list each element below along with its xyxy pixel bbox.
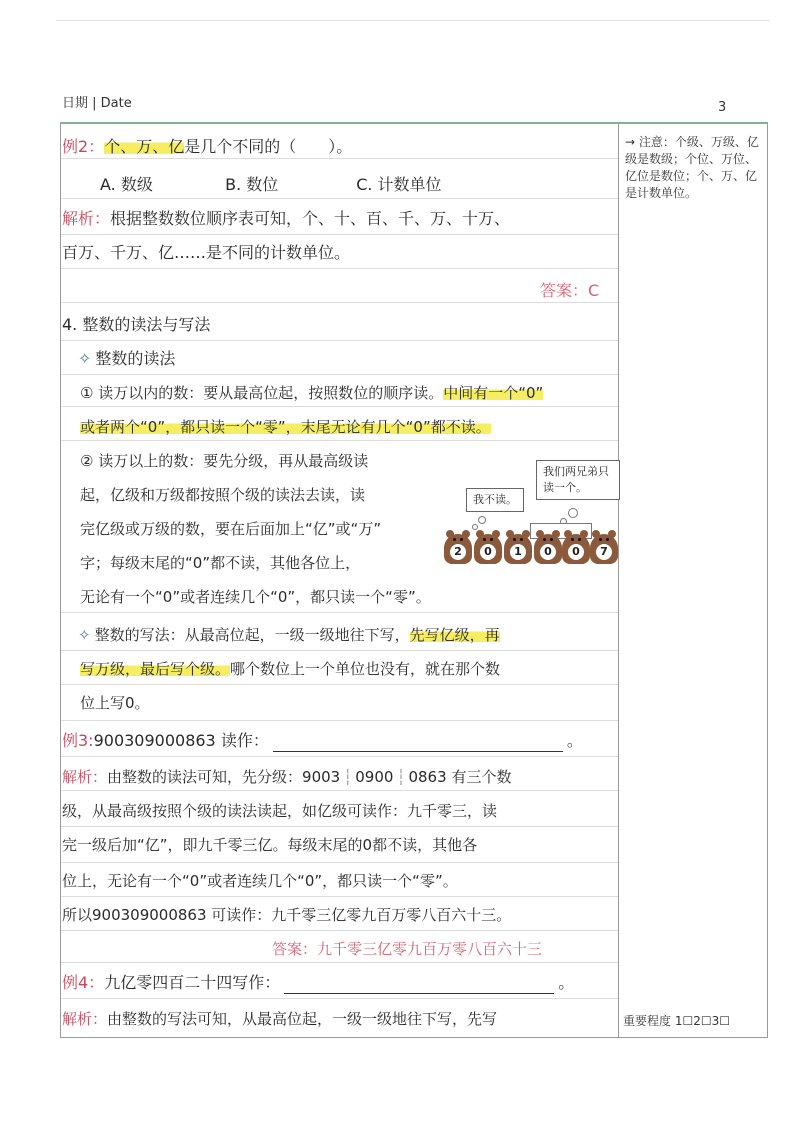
thought-dot: [478, 516, 486, 524]
star-icon: ✧: [78, 349, 92, 368]
section-4-title: 4. 整数的读法与写法: [62, 315, 211, 334]
answer-blank[interactable]: [284, 973, 554, 994]
gopher-digit: 0: [474, 530, 502, 564]
reading-title: ✧ 整数的读法: [78, 349, 176, 368]
option-a: A. 数级: [100, 175, 153, 194]
top-rule: [56, 20, 770, 21]
example-2-analysis: 解析：根据整数数位顺序表可知，个、十、百、千、万、十万、: [62, 209, 511, 228]
option-c: C. 计数单位: [356, 175, 442, 194]
reading-rule-1: ① 读万以内的数：要从最高位起，按照数位的顺序读。中间有一个“0”: [80, 384, 544, 402]
example-4-analysis: 解析：由整数的写法可知，从最高位起，一级一级地往下写，先写: [62, 1010, 498, 1028]
reading-rule-2-line3: 完亿级或万级的数，要在后面加上“亿”或“万”: [80, 520, 382, 538]
ruled-line: [61, 720, 618, 721]
speech-bubble-right: 我们两兄弟只读一个。: [536, 460, 620, 500]
top-accent-line: [60, 122, 768, 124]
date-label: 日期 | Date: [62, 96, 132, 111]
star-icon: ✧: [78, 626, 91, 644]
option-b: B. 数位: [225, 175, 279, 194]
reading-rule-2-line1: ② 读万以上的数：要先分级，再从最高级读: [80, 452, 369, 470]
thought-dot: [568, 508, 578, 518]
ruled-line: [61, 862, 618, 863]
side-note: → 注意：个级、万级、亿级是数级；个位、万位、亿位是数位；个、万、亿是计数单位。: [625, 135, 759, 200]
reading-rule-2-line2: 起，亿级和万级都按照个级的读法去读，读: [80, 486, 366, 504]
example-4-question: 例4：九亿零四百二十四写作： 。: [62, 973, 575, 992]
example-2-question: 例2：个、万、亿是几个不同的（ ）。: [62, 137, 353, 156]
side-column: [618, 122, 768, 1038]
example-2-analysis-cont: 百万、千万、亿……是不同的计数单位。: [62, 243, 351, 262]
checkbox-icon[interactable]: ☐: [682, 1014, 694, 1028]
checkbox-icon[interactable]: ☐: [719, 1014, 731, 1028]
arrow-icon: →: [625, 135, 639, 149]
answer-blank[interactable]: [273, 731, 563, 752]
example-3-answer: 答案：九千零三亿零九百万零八百六十三: [272, 940, 543, 958]
reading-rule-1-cont: 或者两个“0”，都只读一个“零”，末尾无论有几个“0”都不读。: [80, 418, 491, 436]
gopher-digit: 0: [534, 530, 562, 564]
example-3-analysis-line: 所以900309000863 可读作：九千零三亿零九百万零八百六十三。: [62, 906, 512, 924]
writing-rule-end: 位上写0。: [80, 694, 150, 712]
example-3-question: 例3:900309000863 读作： 。: [62, 731, 583, 750]
example-3-analysis: 解析：由整数的读法可知，先分级：9003 ┆ 0900 ┆ 0863 有三个数: [62, 768, 512, 786]
example-2-answer: 答案：C: [540, 281, 600, 300]
example-2-options: [100, 168, 442, 202]
example-3-analysis-line: 级，从最高级按照个级的读法读起，如亿级可读作：九千零三，读: [62, 802, 498, 820]
reading-rule-2-line4: 字；每级末尾的“0”都不读，其他各位上，: [80, 554, 361, 572]
example-3-analysis-line: 位上，无论有一个“0”或者连续几个“0”，都只读一个“零”。: [62, 872, 458, 890]
writing-rule-cont: 写万级，最后写个级。哪个数位上一个单位也没有，就在那个数: [80, 660, 501, 678]
gopher-digit: 0: [562, 530, 590, 564]
checkbox-icon[interactable]: ☐: [700, 1014, 712, 1028]
example-3-analysis-line: 完一级后加“亿”，即九千零三亿。每级末尾的0都不读，其他各: [62, 836, 478, 854]
writing-rule: ✧ 整数的写法：从最高位起，一级一级地往下写，先写亿级，再: [78, 626, 500, 644]
page-number: 3: [718, 100, 727, 115]
gopher-digit: 2: [444, 530, 472, 564]
ruled-line: [61, 302, 618, 303]
speech-bubble-left: 我不读。: [466, 488, 524, 512]
importance-rating: 重要程度 1☐2☐3☐: [623, 1014, 731, 1028]
gopher-digit: 1: [504, 530, 532, 564]
reading-rule-2-line5: 无论有一个“0”或者连续几个“0”，都只读一个“零”。: [80, 588, 431, 606]
gopher-digit: 7: [590, 530, 618, 564]
